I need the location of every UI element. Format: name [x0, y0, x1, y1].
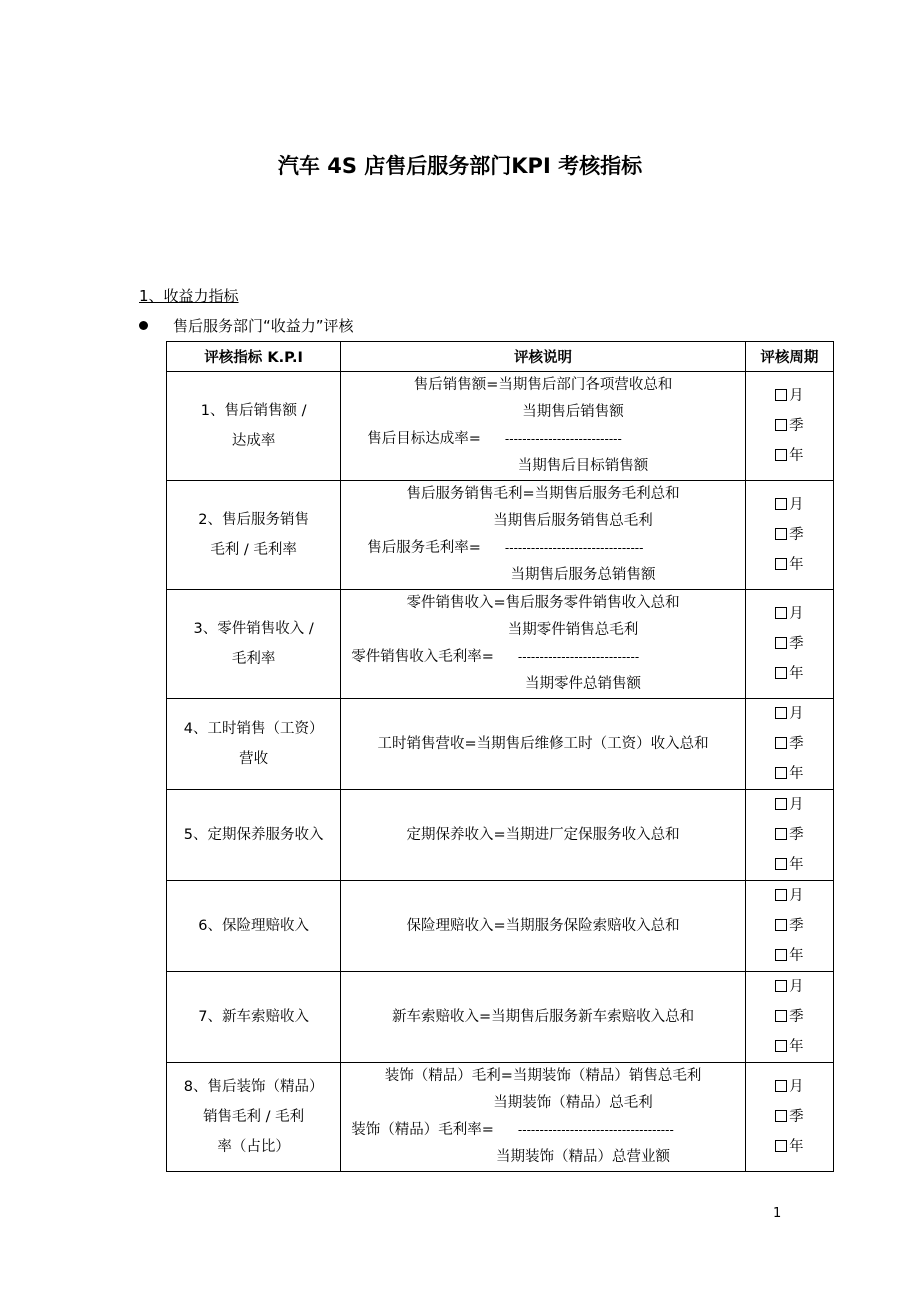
- period-option[interactable]: [746, 659, 833, 689]
- header-description: 评核说明: [341, 342, 746, 372]
- period-label: 年: [789, 1139, 804, 1155]
- description-text: 新车索赔收入=当期售后服务新车索赔收入总和: [391, 1008, 695, 1025]
- formula-label: 售后服务毛利率=: [367, 540, 481, 556]
- table-row: [167, 481, 834, 590]
- table-row: [167, 699, 834, 790]
- kpi-description-cell: [341, 972, 746, 1063]
- kpi-name-cell: [167, 972, 341, 1063]
- kpi-name-line: 4、工时销售（工资）: [183, 721, 324, 737]
- kpi-name-line: 达成率: [231, 433, 276, 449]
- checkbox-icon[interactable]: [775, 1080, 787, 1092]
- period-label: 年: [789, 857, 804, 873]
- kpi-description-cell: [341, 790, 746, 881]
- period-option[interactable]: [746, 520, 833, 550]
- fraction-bar: ---------------------------: [504, 432, 622, 446]
- checkbox-icon[interactable]: [775, 737, 787, 749]
- period-option[interactable]: [746, 441, 833, 471]
- kpi-name-line: 7、新车索赔收入: [198, 1009, 309, 1025]
- kpi-period-cell: [745, 699, 833, 790]
- period-label: 月: [789, 388, 804, 404]
- period-label: 月: [789, 1079, 804, 1095]
- formula-numerator: 当期零件销售总毛利: [507, 622, 639, 638]
- kpi-period-cell: [745, 372, 833, 481]
- kpi-name-line: 营收: [239, 751, 269, 767]
- period-option[interactable]: [746, 941, 833, 971]
- checkbox-icon[interactable]: [775, 919, 787, 931]
- period-label: 季: [789, 827, 804, 843]
- checkbox-icon[interactable]: [775, 607, 787, 619]
- period-option[interactable]: [746, 850, 833, 880]
- formula-denominator: 当期售后服务总销售额: [510, 567, 656, 583]
- document-title: 汽车 4S 店售后服务部门KPI 考核指标: [277, 154, 643, 178]
- kpi-name-cell: [167, 481, 341, 590]
- kpi-name-line: 毛利率: [231, 651, 276, 667]
- kpi-description-cell: [341, 699, 746, 790]
- table-row: [167, 972, 834, 1063]
- checkbox-icon[interactable]: [775, 528, 787, 540]
- period-option[interactable]: [746, 1132, 833, 1162]
- period-option[interactable]: [746, 1102, 833, 1132]
- checkbox-icon[interactable]: [775, 498, 787, 510]
- table-row: [167, 1063, 834, 1172]
- kpi-name-cell: [167, 881, 341, 972]
- kpi-period-cell: [745, 881, 833, 972]
- kpi-description-cell: [341, 481, 746, 590]
- fraction-bar: --------------------------------: [504, 541, 644, 555]
- period-label: 季: [789, 1109, 804, 1125]
- checkbox-icon[interactable]: [775, 389, 787, 401]
- period-option[interactable]: [746, 972, 833, 1002]
- kpi-name-cell: [167, 372, 341, 481]
- formula-denominator: 当期售后目标销售额: [517, 458, 649, 474]
- formula-numerator: 当期售后服务销售总毛利: [493, 513, 653, 529]
- description-text: 定期保养收入=当期进厂定保服务收入总和: [406, 826, 680, 843]
- period-option[interactable]: [746, 729, 833, 759]
- period-label: 季: [789, 527, 804, 543]
- checkbox-icon[interactable]: [775, 1040, 787, 1052]
- kpi-name-line: 5、定期保养服务收入: [183, 827, 324, 843]
- period-option[interactable]: [746, 820, 833, 850]
- kpi-name-line: 3、零件销售收入 /: [193, 621, 314, 637]
- formula-denominator: 当期零件总销售额: [525, 676, 642, 692]
- table-row: [167, 372, 834, 481]
- formula-label: 装饰（精品）毛利率=: [351, 1122, 494, 1138]
- checkbox-icon[interactable]: [775, 667, 787, 679]
- period-option[interactable]: [746, 699, 833, 729]
- period-option[interactable]: [746, 381, 833, 411]
- period-label: 年: [789, 557, 804, 573]
- period-label: 季: [789, 1009, 804, 1025]
- checkbox-icon[interactable]: [775, 1010, 787, 1022]
- kpi-name-cell: [167, 699, 341, 790]
- period-label: 月: [789, 606, 804, 622]
- kpi-name-line: 毛利 / 毛利率: [210, 542, 297, 558]
- period-label: 月: [789, 888, 804, 904]
- kpi-period-cell: [745, 972, 833, 1063]
- checkbox-icon[interactable]: [775, 798, 787, 810]
- checkbox-icon[interactable]: [775, 558, 787, 570]
- period-option[interactable]: [746, 1032, 833, 1062]
- period-option[interactable]: [746, 911, 833, 941]
- kpi-name-line: 1、售后销售额 /: [200, 403, 307, 419]
- description-text: 保险理赔收入=当期服务保险索赔收入总和: [406, 917, 680, 934]
- checkbox-icon[interactable]: [775, 767, 787, 779]
- formula-line: [341, 426, 745, 453]
- formula-line: [341, 644, 745, 671]
- period-label: 月: [789, 497, 804, 513]
- kpi-period-cell: [745, 790, 833, 881]
- kpi-name-cell: [167, 790, 341, 881]
- checkbox-icon[interactable]: [775, 1110, 787, 1122]
- bullet-text: 售后服务部门“收益力”评核: [173, 317, 354, 335]
- checkbox-icon[interactable]: [775, 858, 787, 870]
- kpi-description-cell: [341, 881, 746, 972]
- checkbox-icon[interactable]: [775, 707, 787, 719]
- formula-label: 零件销售收入毛利率=: [351, 649, 494, 665]
- period-label: 季: [789, 736, 804, 752]
- period-label: 季: [789, 918, 804, 934]
- kpi-description-cell: [341, 372, 746, 481]
- bullet-dot-icon: [139, 321, 148, 330]
- period-label: 月: [789, 979, 804, 995]
- header-kpi: 评核指标 K.P.I: [167, 342, 341, 372]
- kpi-table: [166, 341, 834, 1172]
- period-option[interactable]: [746, 599, 833, 629]
- table-header-row: [167, 342, 834, 372]
- period-option[interactable]: [746, 1072, 833, 1102]
- checkbox-icon[interactable]: [775, 828, 787, 840]
- period-option[interactable]: [746, 759, 833, 789]
- period-option[interactable]: [746, 790, 833, 820]
- period-label: 季: [789, 636, 804, 652]
- checkbox-icon[interactable]: [775, 637, 787, 649]
- period-label: 季: [789, 418, 804, 434]
- period-label: 月: [789, 797, 804, 813]
- formula-denominator: 当期装饰（精品）总营业额: [496, 1149, 671, 1165]
- kpi-description-cell: [341, 1063, 746, 1172]
- period-option[interactable]: [746, 629, 833, 659]
- fraction-bar: ------------------------------------: [517, 1123, 674, 1137]
- page-number: 1: [773, 1206, 782, 1221]
- kpi-period-cell: [745, 590, 833, 699]
- formula-numerator: 当期售后销售额: [522, 404, 624, 420]
- table-row: [167, 790, 834, 881]
- description-definition: 装饰（精品）毛利=当期装饰（精品）销售总毛利: [384, 1068, 702, 1084]
- checkbox-icon[interactable]: [775, 1140, 787, 1152]
- kpi-name-cell: [167, 590, 341, 699]
- period-option[interactable]: [746, 490, 833, 520]
- period-option[interactable]: [746, 411, 833, 441]
- kpi-period-cell: [745, 1063, 833, 1172]
- checkbox-icon[interactable]: [775, 949, 787, 961]
- period-option[interactable]: [746, 550, 833, 580]
- kpi-name-line: 销售毛利 / 毛利: [203, 1109, 305, 1125]
- kpi-description-cell: [341, 590, 746, 699]
- checkbox-icon[interactable]: [775, 889, 787, 901]
- description-definition: 售后服务销售毛利=当期售后服务毛利总和: [406, 486, 680, 502]
- description-definition: 零件销售收入=售后服务零件销售收入总和: [406, 595, 680, 611]
- period-label: 年: [789, 666, 804, 682]
- bullet-item: [139, 315, 354, 336]
- kpi-period-cell: [745, 481, 833, 590]
- fraction-bar: ----------------------------: [517, 650, 640, 664]
- kpi-name-cell: [167, 1063, 341, 1172]
- description-definition: 售后销售额=当期售后部门各项营收总和: [413, 377, 673, 393]
- kpi-name-line: 率（占比）: [217, 1139, 290, 1155]
- formula-line: [341, 535, 745, 562]
- kpi-name-line: 8、售后装饰（精品）: [183, 1079, 324, 1095]
- kpi-name-line: 2、售后服务销售: [198, 512, 309, 528]
- description-text: 工时销售营收=当期售后维修工时（工资）收入总和: [377, 735, 709, 752]
- period-label: 年: [789, 948, 804, 964]
- checkbox-icon[interactable]: [775, 980, 787, 992]
- checkbox-icon[interactable]: [775, 419, 787, 431]
- period-label: 年: [789, 1039, 804, 1055]
- formula-line: [341, 1117, 745, 1144]
- period-label: 月: [789, 706, 804, 722]
- period-label: 年: [789, 766, 804, 782]
- formula-label: 售后目标达成率=: [367, 431, 481, 447]
- kpi-name-line: 6、保险理赔收入: [198, 918, 309, 934]
- period-option[interactable]: [746, 1002, 833, 1032]
- period-label: 年: [789, 448, 804, 464]
- header-period: 评核周期: [745, 342, 833, 372]
- table-row: [167, 881, 834, 972]
- period-option[interactable]: [746, 881, 833, 911]
- checkbox-icon[interactable]: [775, 449, 787, 461]
- table-row: [167, 590, 834, 699]
- section-heading: 1、收益力指标: [139, 287, 239, 305]
- formula-numerator: 当期装饰（精品）总毛利: [493, 1095, 653, 1111]
